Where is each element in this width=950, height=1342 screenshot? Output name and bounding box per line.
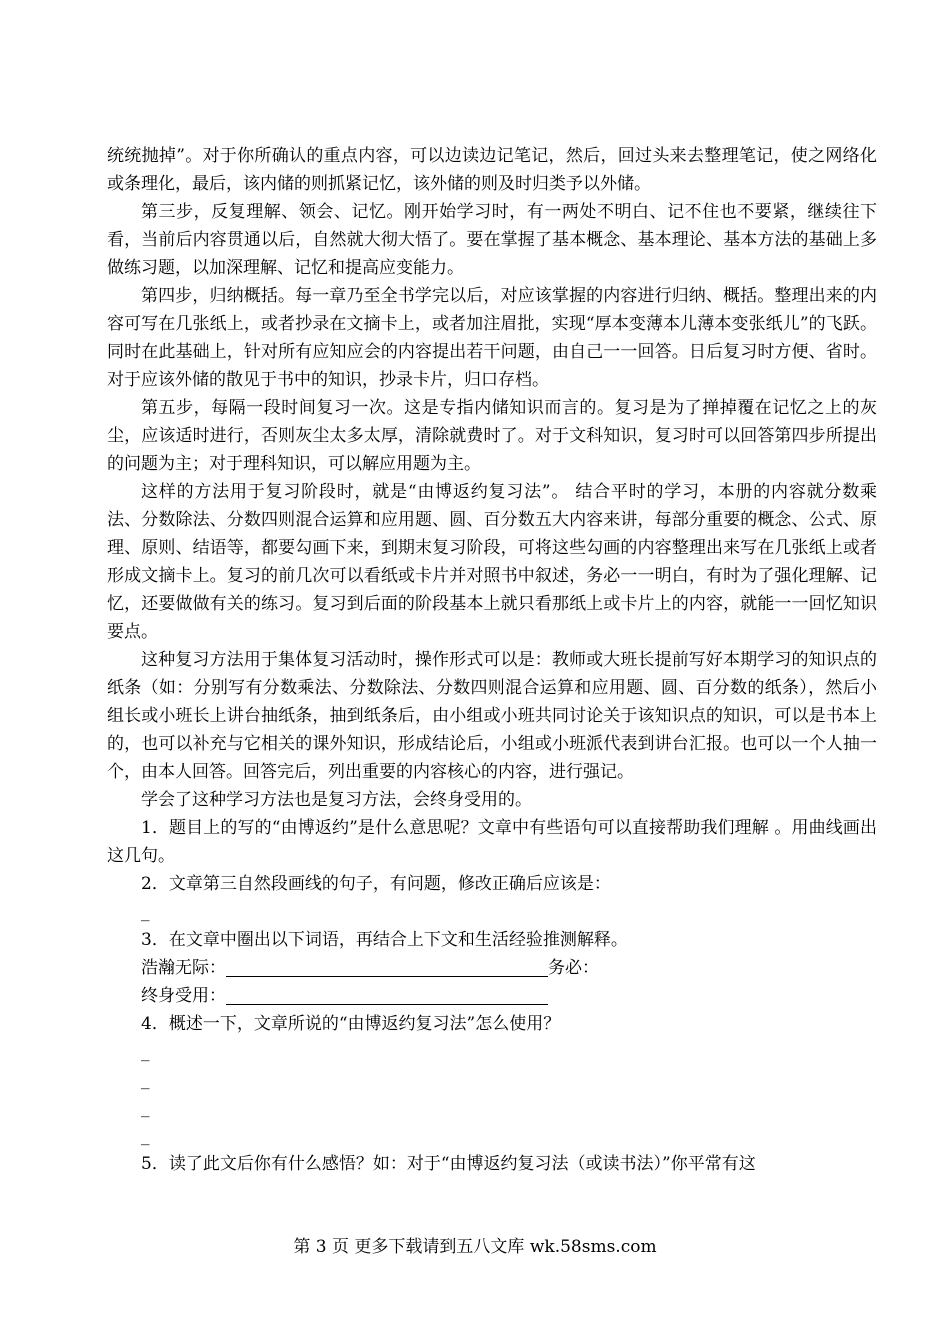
page-footer: 第 3 页 更多下载请到五八文库 wk.58sms.com [293,1237,657,1257]
answer-line-q4-1[interactable]: _ [141,1042,150,1062]
paragraph-continuation: 统统抛掉”。对于你所确认的重点内容，可以边读边记笔记，然后，回过头来去整理笔记，使之网络化或条理化，最后，该内储的则抓紧记忆，该外储的则及时归类予以外储。 [107,146,877,194]
q3-term-2: 务必： [548,958,599,978]
question-3: 3．在文章中圈出以下词语，再结合上下文和生活经验推测解释。 [141,930,628,950]
q3-row-1 [107,954,877,982]
question-4: 4．概述一下，文章所说的“由博返约复习法”怎么使用？ [141,1014,561,1034]
question-2: 2．文章第三自然段画线的句子，有问题，修改正确后应该是： [141,874,611,894]
q3-row-2 [107,982,877,1010]
answer-line-q2[interactable]: _ [141,902,150,922]
paragraph-step-three: 第三步，反复理解、领会、记忆。刚开始学习时，有一两处不明白、记不住也不要紧，继续往下看，当前后内容贯通以后，自然就大彻大悟了。要在掌握了基本概念、基本理论、基本方法的基础上多做练习题，以加深理解、记忆和提高应变能力。 [107,202,877,278]
paragraph-group-review: 这种复习方法用于集体复习活动时，操作形式可以是：教师或大班长提前写好本期学习的知识点的纸条（如：分别写有分数乘法、分数除法、分数四则混合运算和应用题、圆、百分数的纸条），然后小组长或小班长上讲台抽纸条，抽到纸条后，由小组或小班共同讨论关于该知识点的知识，可以是书本上的，也可以补充与它相关的课外知识，形成结论后，小组或小班派代表到讲台汇报。也可以一个人抽一个，由本人回答。回答完后，列出重要的内容核心的内容，进行强记。 [107,650,877,782]
answer-line-q4-2[interactable]: _ [141,1070,150,1090]
q3-term-1: 浩瀚无际： [141,958,226,978]
question-1: 1．题目上的写的“由博返约”是什么意思呢？文章中有些语句可以直接帮助我们理解 。用曲线画出这几句。 [107,818,877,866]
answer-line-q4-3[interactable]: _ [141,1098,150,1118]
question-5: 5．读了此文后你有什么感悟？如：对于“由博返约复习法（或读书法）”你平常有这 [141,1154,756,1174]
paragraph-step-five: 第五步，每隔一段时间复习一次。这是专指内储知识而言的。复习是为了掸掉覆在记忆之上的灰尘，应该适时进行，否则灰尘太多太厚，清除就费时了。对于文科知识，复习时可以回答第四步所提出的问题为主；对于理科知识，可以解应用题为主。 [107,398,877,474]
answer-line-q4-4[interactable]: _ [141,1126,150,1146]
paragraph-review-method: 这样的方法用于复习阶段时，就是“由博返约复习法”。 结合平时的学习，本册的内容就分数乘法、分数除法、分数四则混合运算和应用题、圆、百分数五大内容来讲，每部分重要的概念、公式、原理、原则、结语等，都要勾画下来，到期末复习阶段，可将这些勾画的内容整理出来写在几张纸上或者形成文摘卡上。复习的前几次可以看纸或卡片并对照书中叙述，务必一一明白，有时为了强化理解、记忆，还要做做有关的练习。复习到后面的阶段基本上就只看那纸上或卡片上的内容，就能一一回忆知识要点。 [107,482,877,642]
paragraph-conclusion: 学会了这种学习方法也是复习方法，会终身受用的。 [141,790,532,810]
paragraph-step-four: 第四步，归纳概括。每一章乃至全书学完以后，对应该掌握的内容进行归纳、概括。整理出来的内容可写在几张纸上，或者抄录在文摘卡上，或者加注眉批，实现“厚本变薄本儿薄本变张纸儿”的飞跃。同时在此基础上，针对所有应知应会的内容提出若干问题，由自己一一回答。日后复习时方便、省时。对于应该外储的散见于书中的知识，抄录卡片，归口存档。 [107,286,877,390]
q3-term-3: 终身受用： [141,986,226,1006]
document-body [107,142,877,1178]
q3-blank-3[interactable] [226,1003,548,1005]
q3-blank-1[interactable] [226,975,548,977]
